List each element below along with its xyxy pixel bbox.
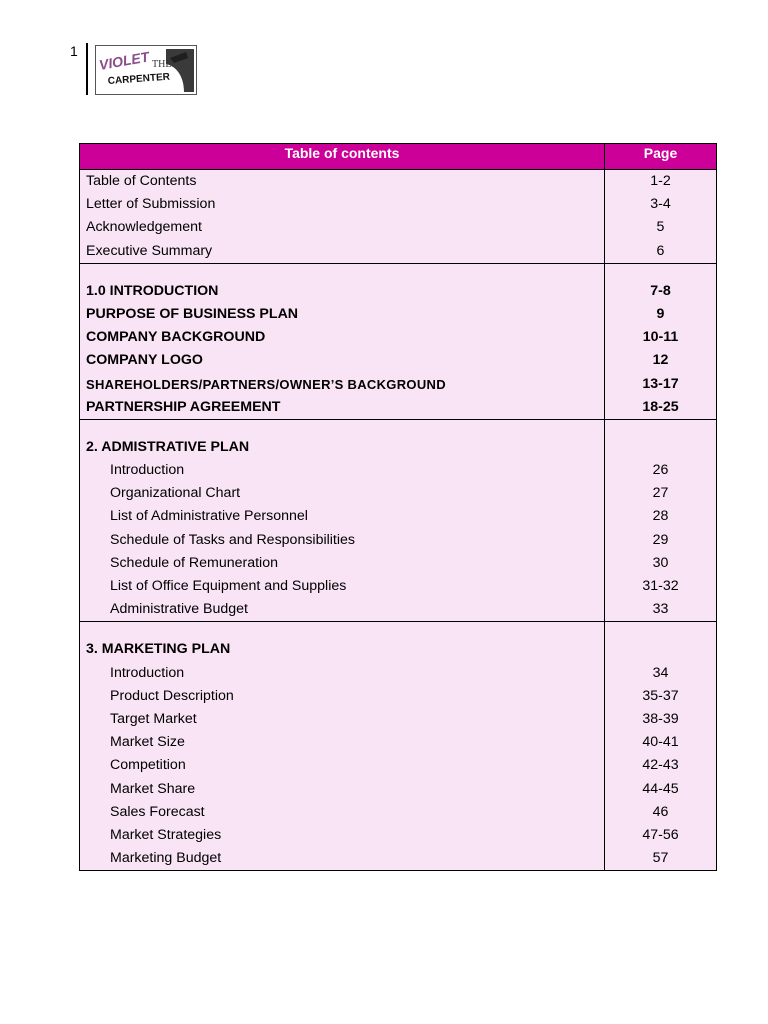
toc-entry-title: COMPANY LOGO	[80, 349, 605, 372]
toc-entry-page: 5	[656, 219, 665, 236]
toc-entry-title: Organizational Chart	[80, 482, 605, 505]
toc-entry	[80, 373, 716, 396]
toc-entry	[80, 505, 716, 528]
toc-entry-title: Administrative Budget	[80, 598, 605, 621]
toc-section	[80, 264, 716, 420]
toc-entry-page: 1-2	[650, 173, 671, 189]
toc-entry-title: Market Strategies	[80, 824, 605, 847]
toc-entry	[80, 303, 716, 326]
toc-header-row	[80, 144, 716, 170]
toc-entry-page: 6	[656, 242, 665, 259]
toc-entry	[80, 482, 716, 505]
toc-entry-page: 33	[652, 601, 669, 618]
toc-entry-title: Sales Forecast	[80, 801, 605, 824]
toc-entry	[80, 280, 716, 303]
toc-entry	[80, 459, 716, 482]
toc-entry-title: 2. ADMISTRATIVE PLAN	[80, 436, 605, 459]
toc-entry-page: 46	[652, 803, 669, 820]
toc-entry-page: 3-4	[650, 196, 671, 213]
toc-section-heading	[80, 638, 716, 661]
toc-entry	[80, 778, 716, 801]
toc-entry-page: 10-11	[642, 329, 679, 346]
toc-entry-page: 40-41	[642, 734, 679, 751]
toc-entry-title: 3. MARKETING PLAN	[80, 638, 605, 661]
toc-section	[80, 170, 716, 264]
company-logo	[95, 45, 197, 95]
toc-entry-page: 31-32	[642, 578, 679, 594]
toc-entry-page: 9	[656, 305, 665, 322]
toc-section-heading	[80, 436, 716, 459]
toc-section-spacer	[80, 622, 716, 638]
toc-entry	[80, 708, 716, 731]
toc-body	[80, 170, 716, 870]
toc-entry-page: 28	[652, 508, 669, 525]
toc-entry-title: Target Market	[80, 708, 605, 731]
toc-entry-page: 30	[652, 554, 669, 571]
logo-text-the: THE	[152, 59, 172, 70]
toc-entry	[80, 662, 716, 685]
toc-entry-title: COMPANY BACKGROUND	[80, 326, 605, 349]
toc-entry-page: 13-17	[642, 375, 679, 392]
toc-entry-title: List of Office Equipment and Supplies	[80, 575, 605, 598]
toc-entry-title: Executive Summary	[80, 240, 605, 263]
toc-entry-title: Schedule of Tasks and Responsibilities	[80, 529, 605, 552]
toc-section-spacer	[80, 420, 716, 436]
toc-entry	[80, 552, 716, 575]
toc-entry-page: 34	[652, 664, 669, 681]
toc-entry	[80, 170, 716, 193]
toc-entry-page: 12	[652, 352, 669, 369]
toc-entry-page: 29	[652, 531, 669, 548]
toc-entry-title: Introduction	[80, 662, 605, 685]
toc-section	[80, 622, 716, 870]
toc-entry	[80, 396, 716, 419]
toc-entry-title: Competition	[80, 754, 605, 777]
toc-entry	[80, 754, 716, 777]
toc-entry-title: Introduction	[80, 459, 605, 482]
toc-entry-page: 42-43	[642, 757, 679, 774]
toc-entry-page: 35-37	[642, 687, 679, 704]
table-of-contents	[79, 143, 717, 871]
toc-section-spacer	[80, 264, 716, 280]
toc-entry-page	[605, 638, 716, 661]
page-number: 1	[70, 43, 78, 59]
toc-entry-page: 47-56	[642, 826, 679, 843]
toc-entry	[80, 731, 716, 754]
toc-entry	[80, 240, 716, 263]
toc-entry-title: Table of Contents	[80, 170, 605, 193]
toc-entry-page	[605, 436, 716, 459]
toc-entry-title: List of Administrative Personnel	[80, 505, 605, 528]
toc-entry	[80, 685, 716, 708]
toc-entry-page: 27	[652, 485, 669, 502]
toc-entry-title: Product Description	[80, 685, 605, 708]
toc-entry-page: 18-25	[642, 398, 679, 415]
toc-entry-title: PARTNERSHIP AGREEMENT	[80, 396, 605, 419]
toc-entry	[80, 575, 716, 598]
toc-entry	[80, 801, 716, 824]
logo-text-violet: VIOLET	[97, 48, 151, 73]
header-divider	[86, 43, 88, 95]
toc-entry-page: 38-39	[642, 710, 679, 727]
toc-entry	[80, 326, 716, 349]
toc-header-title: Table of contents	[80, 144, 605, 169]
toc-entry-title: 1.0 INTRODUCTION	[80, 280, 605, 303]
toc-entry	[80, 216, 716, 239]
toc-entry-title: Market Size	[80, 731, 605, 754]
toc-entry-page: 26	[652, 462, 669, 479]
toc-entry	[80, 529, 716, 552]
toc-entry-title: PURPOSE OF BUSINESS PLAN	[80, 303, 605, 326]
logo-text-carpenter: CARPENTER	[107, 71, 171, 87]
toc-entry-title: SHAREHOLDERS/PARTNERS/OWNER’S BACKGROUND	[80, 373, 605, 396]
toc-entry	[80, 193, 716, 216]
toc-entry	[80, 598, 716, 621]
toc-entry-title: Letter of Submission	[80, 193, 605, 216]
toc-entry-page: 44-45	[642, 780, 679, 797]
toc-entry	[80, 349, 716, 372]
toc-entry-page: 7-8	[650, 282, 671, 299]
toc-section	[80, 420, 716, 623]
toc-entry-title: Schedule of Remuneration	[80, 552, 605, 575]
toc-entry-title: Acknowledgement	[80, 216, 605, 239]
toc-header-page: Page	[643, 145, 678, 161]
toc-entry	[80, 847, 716, 870]
toc-entry-page: 57	[652, 850, 669, 867]
toc-entry	[80, 824, 716, 847]
toc-entry-title: Marketing Budget	[80, 847, 605, 870]
toc-entry-title: Market Share	[80, 778, 605, 801]
